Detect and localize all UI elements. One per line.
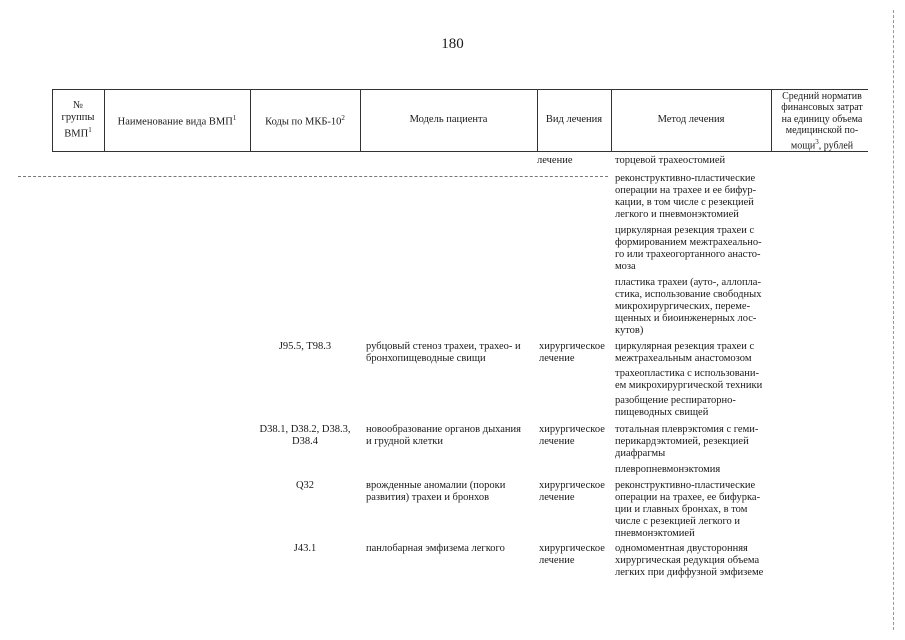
patient-model-cell: врожденные аномалии (пороки развития) трахеи и бронхов xyxy=(366,480,506,503)
icd-codes-cell: Q32 xyxy=(295,480,315,491)
header-treatment-method: Метод лечения xyxy=(657,114,725,125)
method-text: реконструктивно-пластические операции на трахее, ее бифурка- ции и главных бронхах, в том числе с резекцией легкого и пневмонэктомией xyxy=(615,480,761,539)
method-text: разобщение респираторно- пищеводных свищей xyxy=(615,395,736,418)
cont-treatment-type: лечение xyxy=(537,155,573,166)
treatment-type-cell: хирургическое лечение xyxy=(539,480,605,503)
patient-model-cell: рубцовый стеноз трахеи, трахео- и бронхопищеводные свищи xyxy=(366,341,521,364)
scan-artifact-line xyxy=(18,176,608,177)
treatment-type-cell: хирургическое лечение xyxy=(539,341,605,364)
method-text: одномоментная двусторонняя хирургическая редукция объема легких при диффузной эмфиземе xyxy=(615,543,764,578)
header-vmp-name: Наименование вида ВМП$^1$ xyxy=(117,113,237,128)
header-bottom-border xyxy=(52,151,868,152)
icd-codes-cell: J95.5, T98.3 xyxy=(278,341,332,352)
patient-model-cell: новообразование органов дыхания и грудной клетки xyxy=(366,424,522,447)
method-text: тотальная плеврэктомия с геми- перикардэктомией, резекцией диафрагмы xyxy=(615,424,759,459)
method-text: трахеопластика с использовани- ем микрохирургической техники xyxy=(615,368,763,391)
method-text: циркулярная резекция трахеи с межтрахеальным анастомозом xyxy=(615,341,755,364)
method-text: плевропневмонэктомия xyxy=(615,464,721,475)
page-number: 180 xyxy=(441,36,464,52)
header-group-number: № группы ВМП$^1$ xyxy=(61,99,95,140)
header-patient-model: Модель пациента xyxy=(409,114,488,125)
cont-method: торцевой трахеостомией xyxy=(615,155,726,166)
method-text: циркулярная резекция трахеи с формированием межтрахеально- го или трахеогортанного анасто- моза xyxy=(615,225,762,272)
method-text: пластика трахеи (ауто-, аллопла- стика, использование свободных микрохирургических, переме- щенных и биоинженерных лос- кутов) xyxy=(615,277,762,336)
header-treatment-type: Вид лечения xyxy=(545,114,603,125)
page-edge xyxy=(893,10,894,630)
treatment-type-cell: хирургическое лечение xyxy=(539,424,605,447)
treatment-type-cell: хирургическое лечение xyxy=(539,543,605,566)
patient-model-cell: панлобарная эмфизема легкого xyxy=(366,543,505,554)
method-text: реконструктивно-пластические операции на трахее и ее бифур- кации, в том числе с резекцией легкого и пневмонэктомией xyxy=(615,173,757,220)
header-cost-norm: Средний норматив финансовых затрат на единицу объема медицинской по- мощи$^3$, рублей xyxy=(781,90,863,151)
icd-codes-cell: D38.1, D38.2, D38.3, D38.4 xyxy=(259,424,351,447)
table-top-border xyxy=(52,89,868,90)
icd-codes-cell: J43.1 xyxy=(293,543,317,554)
header-icd-codes: Коды по МКБ-$10^2$ xyxy=(265,113,345,128)
